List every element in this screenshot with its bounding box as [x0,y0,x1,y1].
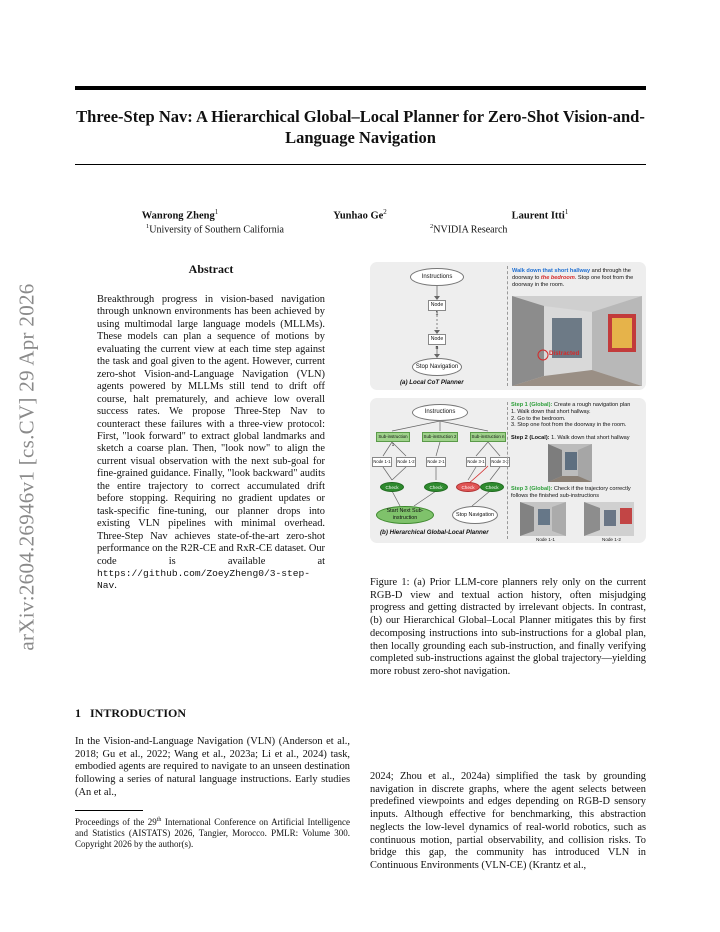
b-instructions-node: Instructions [412,404,468,421]
title-bottom-rule [75,164,646,165]
node-3-2: Node 3-2 [490,457,510,467]
check-1: Check [380,482,404,492]
author-2: Yunhao Ge$^2$ [333,208,387,222]
node-3-1: Node 3-1 [466,457,486,467]
step2-text: Step 2 (Local): 1. Walk down that short hallway [511,435,630,441]
affiliation-1: $^1$University of Southern California [146,223,284,236]
img-label-2: Node 1-2 [602,537,621,542]
figure-panel-a [370,262,646,390]
abstract-heading: Abstract [188,262,234,276]
check-4: Check [480,482,504,492]
panel-b-divider [507,402,508,539]
check-2: Check [424,482,448,492]
affiliation-2: $^2$NVIDIA Research [430,223,508,236]
author-1: Wanrong Zheng$^1$ [141,208,219,222]
step1-text: Step 1 (Global): Create a rough navigation plan 1. Walk down that short hallway. 2. Go to the bedroom. 3. Stop one foot from the doorway in the room. [511,402,631,429]
panel-b-label: (b) Hierarchical Global-Local Planner [380,529,489,536]
node-1-1-photo [520,502,566,536]
figure-caption: Figure 1: (a) Prior LLM-core planners rely only on the current RGB-D view and textual action history, often misjudging progress and getting distracted by irrelevant objects. In contrast, (b) our Hierarchical Global–Local Planner mitigates this by first decomposing instructions into sub-instructions for a global plan, then locally grounding each sub-instruction, and finally verifying completed sub-instructions against the global trajectory—yielding more robust zero-shot navigation. [370,577,646,677]
instructions-node: Instructions [410,268,464,286]
intro-column-2: 2024; Zhou et al., 2024a) simplified the task by grounding navigation in discrete graphs, where the agent selects between predefined viewpoints and edges depending on RGB-D sensory inputs. Although effective for benchmarking, this abstraction neglects the low-level dynamics of real-world robotics, such as continuous motion, partial observability, and collision risks. To bridge this gap, the community has introduced VLN in Continuous Environments (VLN-CE) (Krantz et al., [370,771,646,871]
img-label-1: Node 1-1 [536,537,555,542]
footnote-rule [75,810,143,811]
start-next-sub-instruction: Start Next Sub-instruction [376,506,434,524]
arxiv-stamp: arXiv:2604.26946v1 [cs.CV] 29 Apr 2026 [14,283,39,651]
b-stop-navigation: Stop Navigation [452,506,498,524]
sub-instruction-1: Sub-instruction 1 [376,432,410,442]
step3-text: Step 3 (Global): Check if the trajectory correctly follows the finished sub-instructions [511,486,631,499]
figure-panel-b [370,398,646,543]
check-3-fail: Check [456,482,480,492]
sub-instruction-2: Sub-instruction 2 [422,432,458,442]
distracted-label: Distracted [549,350,580,357]
top-rule [75,86,646,90]
node-1-1: Node 1-1 [372,457,392,467]
step2-photo [548,444,592,482]
author-3: Laurent Itti$^1$ [511,208,569,222]
intro-column-1: In the Vision-and-Language Navigation (VLN) (Anderson et al., 2018; Gu et al., 2022; Wang et al., 2023a; Li et al., 2024) task, embodied agents are required to navigate to an unseen destination following a series of natural language instructions. Early studies (An et al., [75,736,350,798]
panel-a-photo [512,296,642,386]
node-n: Node n [428,334,446,345]
abstract-body: Breakthrough progress in vision-based navigation through unknown environments has been achieved by using multimodal large language models (MLLMs). These models can plan a sequence of motions by evaluating the current view at each time step against the task and goal given to the agent. However, current zero-shot Vision-and-Language Navigation (VLN) agents powered by MLLMs still tend to drift off course, halt prematurely, and achieve low overall success rates. We propose Three-Step Nav to counteract these failures with a three-view protocol: First, "look forward" to extract global landmarks and sketch a coarse plan. Then, "look now" to align the current visual observation with the next sub-goal for fine-grained guidance. Finally, "look backward" audits the entire trajectory to correct accumulated drift before stopping. Requiring no gradient updates or task-specific fine-tuning, our planner drops into existing VLN pipelines with minimal overhead. Three-Step Nav achieves state-of-the-art zero-shot performance on the R2R-CE and RxR-CE dataset. Our code is available at https://github.com/ZoeyZheng0/3-step-Nav. [97,294,325,592]
paper-title: Three-Step Nav: A Hierarchical Global–Local Planner for Zero-Shot Vision-and-Language Navigation [76,107,645,147]
node-1-2-photo [584,502,634,536]
panel-a-label: (a) Local CoT Planner [400,379,464,386]
node-1: Node 1 [428,300,446,311]
panel-a-divider [507,266,508,386]
code-link[interactable]: https://github.com/ZoeyZheng0/3-step-Nav [97,567,311,592]
footnote: Proceedings of the 29th International Conference on Artificial Intelligence and Statistics (AISTATS) 2026, Tangier, Morocco. PMLR: Volume 300. Copyright 2026 by the author(s). [75,817,350,850]
panel-a-instruction: Walk down that short hallway and through the doorway to the bedroom. Stop one foot from the doorway in the room. [512,268,634,288]
stop-navigation-node: Stop Navigation [412,358,462,376]
sub-instruction-n: Sub-instruction n [470,432,506,442]
section-heading: 1 INTRODUCTION [75,706,187,720]
node-1-2: Node 1-2 [396,457,416,467]
node-2-1: Node 2-1 [426,457,446,467]
